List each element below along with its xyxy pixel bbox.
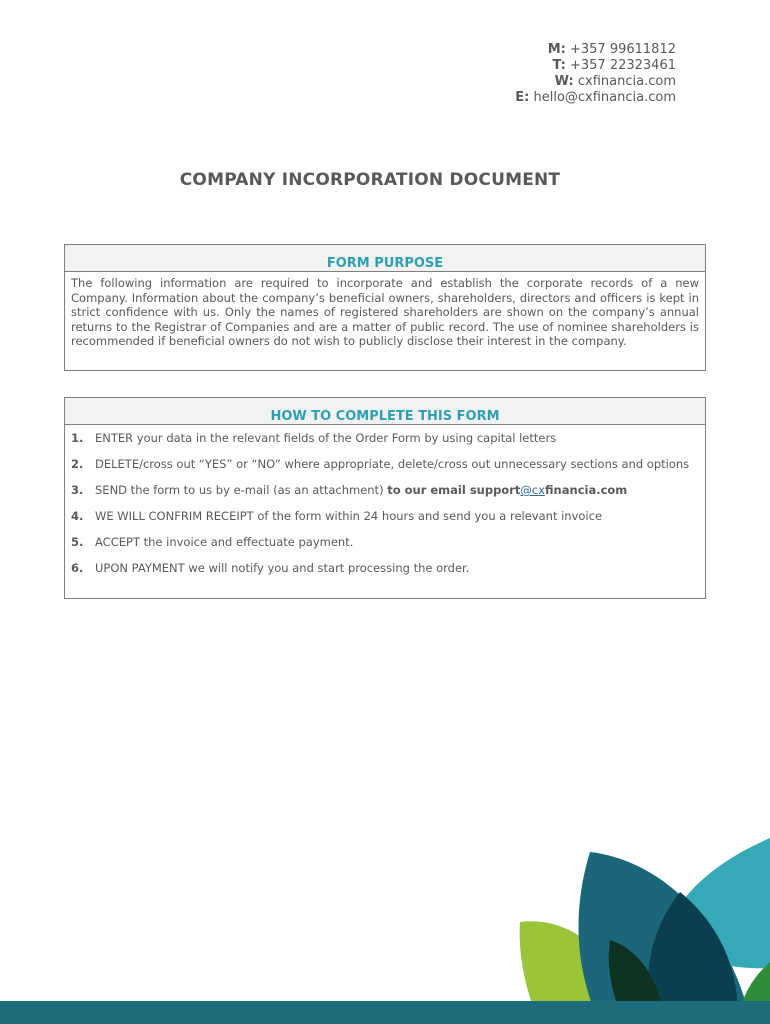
form-purpose-section bbox=[64, 244, 706, 371]
how-to-heading: HOW TO COMPLETE THIS FORM bbox=[65, 398, 705, 425]
steps-list bbox=[65, 425, 705, 576]
how-to-section bbox=[64, 397, 706, 599]
contact-block bbox=[515, 42, 676, 106]
step-item: 4. WE WILL CONFRIM RECEIPT of the form within 24 hours and send you a relevant invoice bbox=[71, 509, 603, 523]
step-item: 2. DELETE/cross out “YES” or “NO” where appropriate, delete/cross out unnecessary sections and options bbox=[71, 457, 690, 471]
step-item: 1. ENTER your data in the relevant fields of the Order Form by using capital letters bbox=[71, 431, 557, 445]
page-title: COMPANY INCORPORATION DOCUMENT bbox=[179, 170, 561, 190]
form-purpose-heading: FORM PURPOSE bbox=[65, 245, 705, 272]
contact-tel: T: +357 22323461 bbox=[552, 58, 676, 73]
footer-bar bbox=[0, 1001, 770, 1024]
step-item: 6. UPON PAYMENT we will notify you and start processing the order. bbox=[71, 561, 470, 575]
step-item: 3. SEND the form to us by e-mail (as an attachment) to our email support@cxfinancia.com bbox=[71, 483, 628, 497]
contact-web: W: cxfinancia.com bbox=[554, 74, 676, 89]
step-item: 5. ACCEPT the invoice and effectuate payment. bbox=[71, 535, 354, 549]
form-purpose-body: The following information are required to incorporate and establish the corporate records of a new Company. Information about the company’s beneficial owners, shareholders, directors and officers is kept in strict confidence with us. Only the names of registered shareholders are shown on the company’s annual returns to the Registrar of Companies and are a matter of public record. The use of nominee shareholders is recommended if beneficial owners do not wish to publicly disclose their interest in the company. bbox=[71, 276, 699, 348]
email-link[interactable]: @cx bbox=[520, 483, 546, 497]
contact-mobile: M: +357 99611812 bbox=[547, 42, 676, 57]
contact-email: E: hello@cxfinancia.com bbox=[515, 90, 676, 105]
leaf-decoration bbox=[0, 830, 770, 1024]
